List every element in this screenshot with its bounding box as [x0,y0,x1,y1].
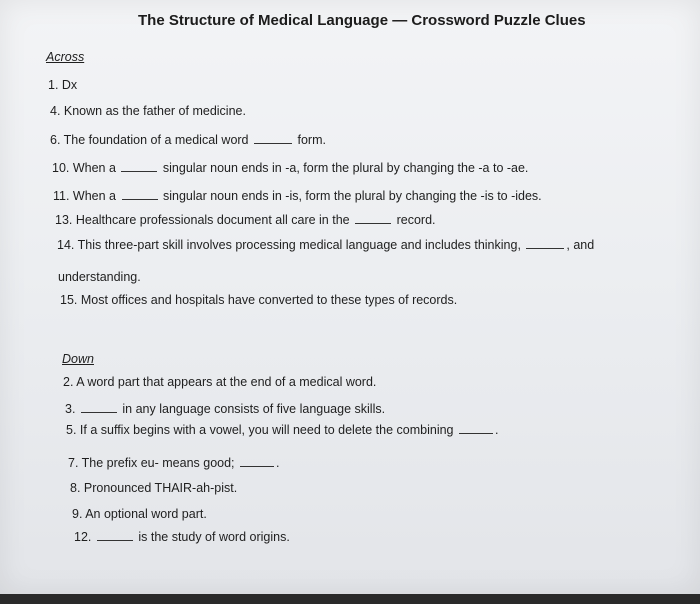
clue-across-14 [57,238,594,252]
answer-blank [355,213,391,224]
clue-down-7 [68,456,280,470]
page-title: The Structure of Medical Language — Crossword Puzzle Clues [138,12,586,29]
clue-text: 8. Pronounced THAIR-ah-pist. [70,481,238,495]
clue-across-4 [50,104,246,118]
clue-text: 9. An optional word part. [72,507,207,521]
clue-text-end: form. [297,133,326,147]
clue-across-11 [53,189,542,203]
clue-text-end: singular noun ends in -a, form the plural by changing the -a to -ae. [162,161,529,175]
clue-text: 2. A word part that appears at the end of a medical word. [63,375,377,389]
clue-text-end: . [494,423,499,437]
clue-text-end: , and [566,238,595,252]
answer-blank [240,456,274,467]
answer-blank [97,530,133,541]
clue-text: 5. If a suffix begins with a vowel, you will need to delete the combining [66,423,454,437]
clue-down-8 [70,481,237,495]
clue-across-1 [48,78,77,92]
clue-text-end: in any language consists of five language skills. [122,402,386,416]
clue-text: 4. Known as the father of medicine. [50,104,246,118]
clue-down-2 [63,375,376,389]
answer-blank [121,161,157,172]
clue-down-12 [74,530,290,544]
clue-text-end: . [276,456,280,470]
clue-down-3 [65,402,385,416]
clue-across-6 [50,133,326,147]
clue-text: 3. [65,402,76,416]
answer-blank [81,402,117,413]
clue-text: 11. When a [53,189,117,203]
clue-text: 14. This three-part skill involves processing medical language and includes thinking, [57,238,521,252]
clue-text: 7. The prefix eu- means good; [68,456,235,470]
answer-blank [459,423,493,434]
clue-across-10 [52,161,528,175]
clue-across-13 [55,213,436,227]
clue-across-15 [60,293,457,307]
clue-down-5 [66,423,498,437]
across-heading: Across [46,50,85,64]
answer-blank [526,238,564,249]
clue-text: 10. When a [52,161,116,175]
answer-blank [254,133,292,144]
clue-text-end: singular noun ends in -is, form the plural by changing the -is to -ides. [162,189,542,203]
clue-text: 13. Healthcare professionals document all care in the [55,213,350,227]
clue-text: 15. Most offices and hospitals have converted to these types of records. [60,293,458,307]
clue-text: 1. Dx [48,78,78,92]
down-heading: Down [62,352,94,366]
clue-down-9 [72,507,207,521]
clue-text-end: record. [396,213,436,227]
clue-text: 12. [74,530,92,544]
clue-text: 6. The foundation of a medical word [50,133,249,147]
clue-across-14-continued [58,270,141,284]
clue-text-end: is the study of word origins. [138,530,290,544]
clue-text: understanding. [58,270,141,284]
answer-blank [122,189,158,200]
